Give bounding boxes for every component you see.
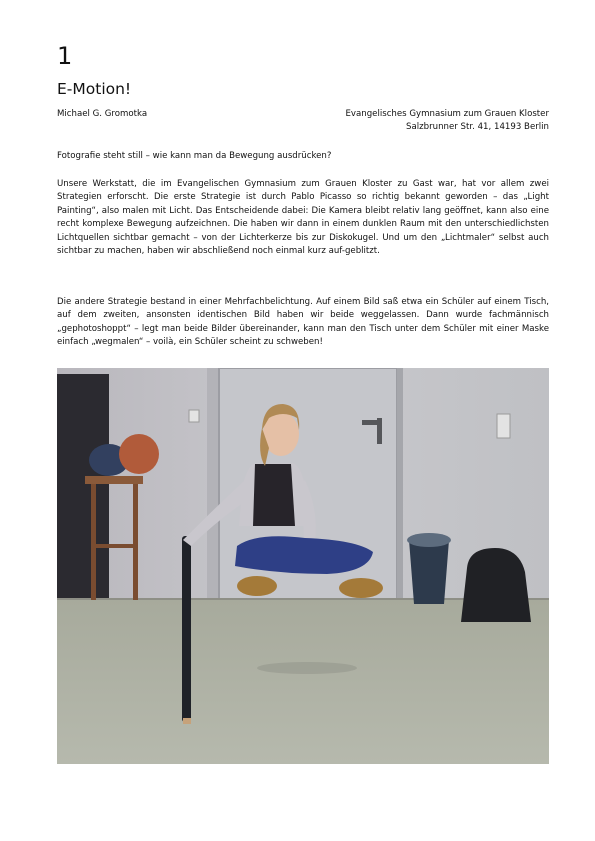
student-shirt <box>253 464 295 526</box>
trash-bin <box>409 540 449 604</box>
school-address <box>345 108 549 134</box>
address-line-2: Salzbrunner Str. 41, 14193 Berlin <box>406 122 549 132</box>
dark-doorway <box>57 374 109 604</box>
right-boot <box>339 578 383 598</box>
paragraph-light-painting: Unsere Werkstatt, die im Evangelischen Gymnasium zum Grauen Kloster zu Gast war, hat vor allem zwei Strategien erforscht. Die erste Strategie ist durch Pablo Picasso so richtig bekannt geworden – das „Light Painting“, also malen mit Licht. Das Entscheidende dabei: Die Kamera bleibt relativ lang geöffnet, kann also eine recht komplexe Bewegung aufzeichnen. Die haben wir dann in einem dunklen Raum mit den unterschiedlichsten Lichtquellen sichtbar gemacht – von der Lichterkerze bis zur Diskokugel. Und um den „Lichtmaler“ selbst auch sichtbar zu machen, haben wir abschließend noch einmal kurz auf-geblitzt. <box>57 179 549 257</box>
address-line-1: Evangelisches Gymnasium zum Grauen Kloster <box>345 109 549 119</box>
author-name: Michael G. Gromotka <box>57 109 148 119</box>
paragraph-multiple-exposure: Die andere Strategie bestand in einer Mehrfachbelichtung. Auf einem Bild saß etwa ein Schüler auf einem Tisch, auf dem zweiten, ansonsten identischen Bild haben wir beide weggelassen. Dann wurde fachmännisch „gephotoshoppt“ – legt man beide Bilder übereinander, kann man den Tisch unter dem Schüler mit einer Maske einfach „wegmalen“ – voilà, ein Schüler scheint zu schweben! <box>57 297 549 348</box>
intro-question: Fotografie steht still – wie kann man da Bewegung ausdrücken? <box>57 151 332 161</box>
skateboard <box>182 536 191 722</box>
article-title: E-Motion! <box>57 80 132 98</box>
floor <box>57 598 549 764</box>
orange-bag <box>119 434 159 474</box>
floating-student-photo <box>57 368 549 764</box>
left-boot <box>237 576 277 596</box>
light-switch <box>497 414 510 438</box>
stool <box>85 476 143 484</box>
chapter-number: 1 <box>57 42 73 70</box>
